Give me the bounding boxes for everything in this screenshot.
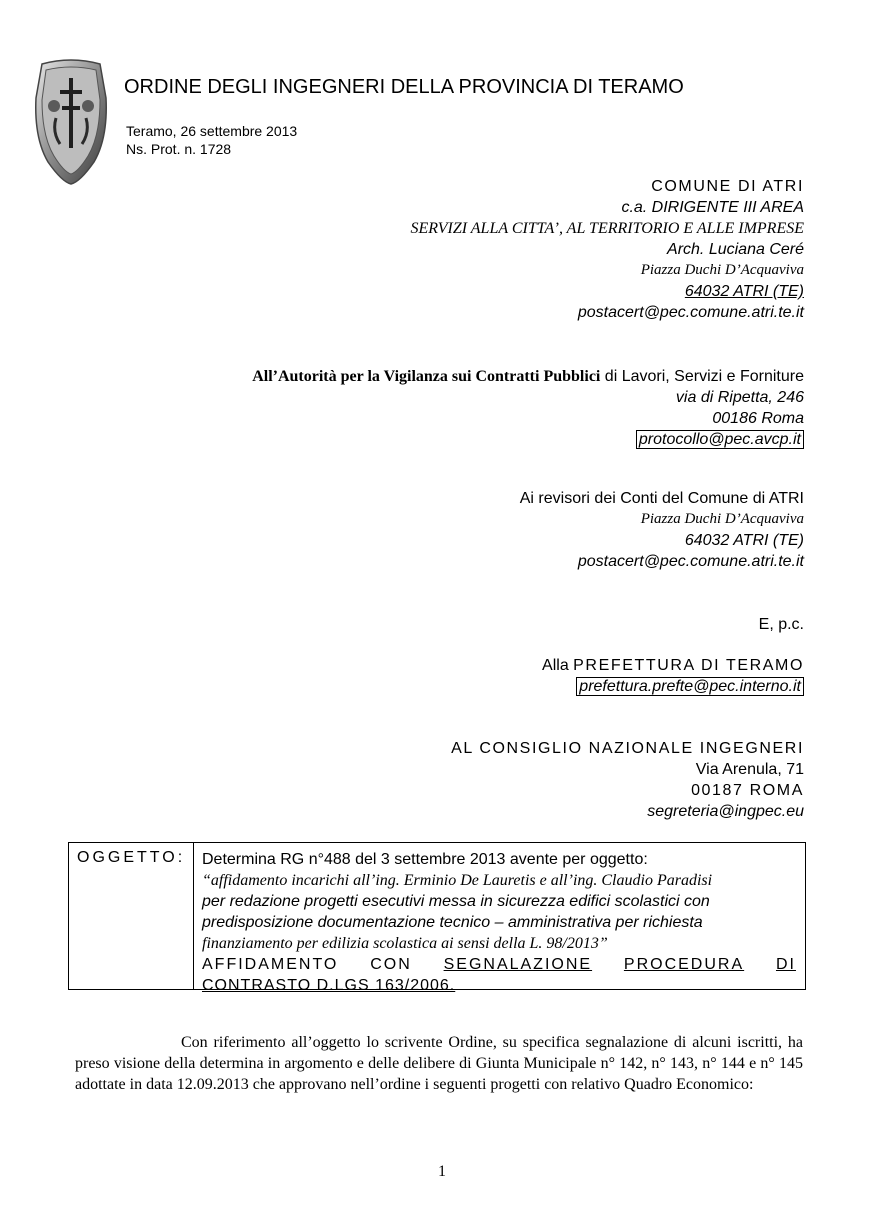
recipient-attention: c.a. DIRIGENTE III AREA	[621, 199, 804, 216]
letter-date-block	[126, 122, 297, 158]
subject-word: CON	[370, 956, 412, 973]
recipient-city: 00186 Roma	[712, 410, 804, 427]
recipient-city: 64032 ATRI (TE)	[684, 283, 804, 300]
cc-label: E, p.c.	[758, 616, 804, 633]
subject-line: predisposizione documentazione tecnico – amministrativa per richiesta	[202, 914, 703, 931]
subject-label-cell	[69, 843, 194, 989]
recipient-person: Arch. Luciana Ceré	[667, 241, 804, 258]
recipient-name: AL CONSIGLIO NAZIONALE INGEGNERI	[451, 740, 804, 757]
recipient-email[interactable]: prefettura.prefte@pec.interno.it	[576, 677, 804, 696]
subject-line: per redazione progetti esecutivi messa in sicurezza edifici scolastici con	[202, 893, 710, 910]
recipient-email[interactable]: protocollo@pec.avcp.it	[636, 430, 804, 449]
subject-line: Determina RG n°488 del 3 settembre 2013 avente per oggetto:	[202, 851, 648, 868]
coat-of-arms-logo	[32, 58, 110, 186]
recipient-street: Via Arenula, 71	[695, 761, 804, 778]
subject-line: CONTRASTO D.LGS 163/2006.	[202, 977, 456, 994]
recipient-name	[252, 366, 804, 387]
letter-date: Teramo, 26 settembre 2013	[126, 123, 298, 139]
subject-text	[202, 849, 796, 996]
recipient-name-suffix: di Lavori, Servizi e Forniture	[600, 368, 804, 385]
subject-word: SEGNALAZIONE	[443, 956, 593, 973]
subject-line: “affidamento incarichi all’ing. Erminio De Lauretis e all’ing. Claudio Paradisi	[202, 872, 713, 889]
recipient-office: SERVIZI ALLA CITTA’, AL TERRITORIO E ALLE IMPRESE	[410, 220, 804, 237]
recipient-street: via di Ripetta, 246	[675, 389, 804, 406]
recipient-email[interactable]: postacert@pec.comune.atri.te.it	[577, 553, 804, 570]
recipient-name: Ai revisori dei Conti del Comune di ATRI	[519, 490, 804, 507]
page-number: 1	[438, 1163, 446, 1180]
subject-line: finanziamento per edilizia scolastica ai sensi della L. 98/2013”	[202, 935, 608, 952]
subject-word: AFFIDAMENTO	[202, 956, 339, 973]
recipient-prefix: Alla	[542, 657, 574, 674]
recipient-email[interactable]: postacert@pec.comune.atri.te.it	[577, 304, 804, 321]
subject-line-justified	[202, 954, 796, 975]
body-paragraph-text: Con riferimento all’oggetto lo scrivente Ordine, su specifica segnalazione di alcuni iscritti, ha preso visione della determina in argomento e delle delibere di Giunta Municipale n° 142, n° 143, n° 144 e n° 145 adottate in data 12.09.2013 che approvano nell’ordine i seguenti progetti con relativo Quadro Economico:	[75, 1034, 803, 1093]
recipient-name: COMUNE DI ATRI	[651, 178, 804, 195]
organization-title: ORDINE DEGLI INGEGNERI DELLA PROVINCIA DI TERAMO	[124, 76, 684, 98]
recipient-name-bold: All’Autorità per la Vigilanza sui Contratti Pubblici	[252, 368, 601, 385]
recipient-street: Piazza Duchi D’Acquaviva	[640, 262, 804, 278]
subject-box	[68, 842, 806, 994]
recipient-revisori	[520, 488, 804, 572]
recipient-city: 64032 ATRI (TE)	[684, 532, 804, 549]
body-paragraph	[75, 1032, 803, 1095]
recipient-email[interactable]: segreteria@ingpec.eu	[647, 803, 804, 820]
recipient-cni	[451, 738, 804, 822]
recipient-name-text: PREFETTURA DI TERAMO	[573, 657, 804, 674]
subject-word: PROCEDURA	[623, 956, 745, 973]
recipient-name	[542, 655, 804, 676]
recipient-city: 00187 ROMA	[691, 782, 804, 799]
recipient-avcp	[252, 366, 804, 450]
recipient-comune-atri	[410, 176, 804, 323]
subject-label: OGGETTO:	[77, 849, 186, 866]
protocol-number: Ns. Prot. n. 1728	[126, 141, 232, 157]
recipient-street: Piazza Duchi D’Acquaviva	[640, 511, 804, 527]
recipient-prefettura	[542, 655, 804, 697]
subject-word: DI	[775, 956, 796, 973]
